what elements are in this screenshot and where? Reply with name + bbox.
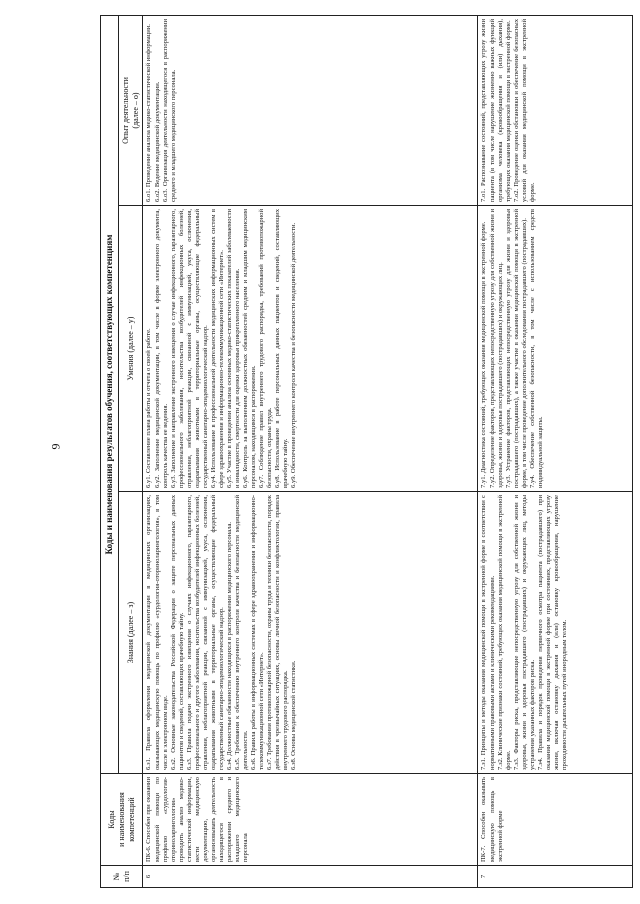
knowledge-cell: 7.з1. Принципы и методы оказания медицинской помощи в экстренной форме в соответствии с нормативными правовыми актами и клиническими рекомендациями. 7.з2. Клинические признаки состояний, требующих оказания медицинской помощи в экстренной форме. 7.з3. Факторы риска, представляющие непосредственную угрозу для собственной жизни и здоровья, жизни и здоровья пострадавшего (пострадавших) и окружающих лиц, методы устранения указанных факторов риска. 7.з4. Правила и порядок проведения первичного осмотра пациента (пострадавшего) при оказании медицинской помощи в экстренной форме при состояниях, представляющих угрозу жизни, включая остановку дыхания и (или) остановку кровообращения, нарушение проходимости дыхательных путей инородным телом.	[478, 492, 633, 774]
table-row	[143, 16, 478, 888]
header-competence: Коды и наименования компетенций	[101, 774, 143, 866]
table-row	[478, 16, 633, 888]
competence-table	[100, 15, 633, 888]
skills-cell: 7.у1. Диагностика состояний, требующих оказания медицинской помощи в экстренной форме. 7.у2. Определение факторов, представляющих непосредственную угрозу для собственной жизни и здоровья, жизни и здоровья пострадавшего (пострадавших) и окружающих лиц. 7.у3. Устранение факторов, представляющих непосредственную угрозу для жизни и здоровья пострадавшего (пострадавших), а также участие в оказании медицинской помощи в экстренной форме, в том числе проведение дополнительного обследования пострадавшего (пострадавших). 7.у4. Обеспечение собственной безопасности, в том числе с использованием средств индивидуальной защиты.	[478, 206, 633, 492]
header-experience: Опыт деятельности (далее – о)	[118, 16, 143, 206]
row-number: 7	[478, 866, 633, 888]
experience-cell: 6.о1. Проведение анализа медико-статистической информации. 6.о2. Ведение медицинской документации. 6.о3. Организация деятельности находящегося в распоряжении среднего и младшего медицинского персонала.	[143, 16, 478, 206]
row-number: 6	[143, 866, 478, 888]
header-group-title: Коды и наименования результатов обучения, соответствующих компетенциям	[101, 16, 119, 774]
knowledge-cell: 6.з1. Правила оформления медицинской документации в медицинских организациях, оказывающих медицинскую помощь по профилю «сурдология-оториноларингология», в том числе в электронном виде. 6.з2. Основные законодательства Российской Федерации о защите персональных данных пациентов и сведений, составляющих врачебную тайну. 6.з3. Правила подачи экстренного извещения о случаях инфекционного, паразитарного, профессионального и другого заболевания, носительства возбудителей инфекционных болезней, отравления, неблагоприятной реакции, связанной с иммунизацией, укуса, ослюнения, оцарапывания животными в территориальные органы, осуществляющие федеральный государственный санитарно-эпидемиологический надзор. 6.з4. Должностные обязанности находящихся в распоряжении медицинского персонала. 6.з5. Требования к обеспечению внутреннего контроля качества и безопасности медицинской деятельности. 6.з6. Правила работы в информационных системах в сфере здравоохранения и информационно-телекоммуникационной сети «Интернет». 6.з7. Требования противопожарной безопасности, охраны труда и техники безопасности, порядок действия в чрезвычайных ситуациях, основы личной безопасности и конфликтологии, правила внутреннего трудового распорядка. 6.з8. Основы медицинской статистики.	[143, 492, 478, 774]
experience-cell: 7.о1. Распознавание состояний, представляющих угрозу жизни пациента (в том числе нарушение жизненно важных функций организма человека (кровообращения и (или) дыхания), требующих оказания медицинской помощи в экстренной форме. 7.о2. Проведение оценки обстановки и обеспечение безопасных условий для оказания медицинской помощи в экстренной форме.	[478, 16, 633, 206]
competence-cell: ПК-6. Способен при оказании медицинской помощи по профилю «сурдология-оториноларингология» проводить анализ медико-статистической информации, вести медицинскую документацию, организовывать деятельность находящегося в распоряжении среднего и младшего медицинского персонала	[143, 774, 478, 866]
header-number: № п/п	[101, 866, 143, 888]
competence-cell: ПК-7. Способен оказывать медицинскую помощь в экстренной форме	[478, 774, 633, 866]
header-knowledge: Знания (далее – з)	[118, 492, 143, 774]
skills-cell: 6.у1. Составление плана работы и отчета о своей работе. 6.у2. Заполнение медицинской документации, в том числе в форме электронного документа, контроль качества ее ведения. 6.у3. Заполнение и направление экстренного извещения о случае инфекционного, паразитарного, профессионального заболевания, носительства возбудителей инфекционных болезней, отравления, неблагоприятной реакции, связанной с иммунизацией, укуса, ослюнения, оцарапывания животными в территориальные органы, осуществляющие федеральный государственный санитарно-эпидемиологический надзор. 6.у4. Использование в профессиональной деятельности медицинских информационных систем в сфере здравоохранения и информационно-телекоммуникационной сети «Интернет». 6.у5. Участие в проведении анализа основных медико-статистических показателей заболеваемости и инвалидности, смертности для оценки здоровья прикрепленного населения. 6.у6. Контроль за выполнением должностных обязанностей средним и младшим медицинским персоналом, находящимся в распоряжении. 6.у7. Соблюдение правил внутреннего трудового распорядка, требований противопожарной безопасности, охраны труда. 6.у8. Использование в работе персональных данных пациентов и сведений, составляющих врачебную тайну. 6.у9. Обеспечение внутреннего контроля качества и безопасности медицинской деятельности.	[143, 206, 478, 492]
rotated-page	[100, 16, 630, 888]
header-skills: Умения (далее – у)	[118, 206, 143, 492]
page-number: 9	[48, 443, 63, 450]
